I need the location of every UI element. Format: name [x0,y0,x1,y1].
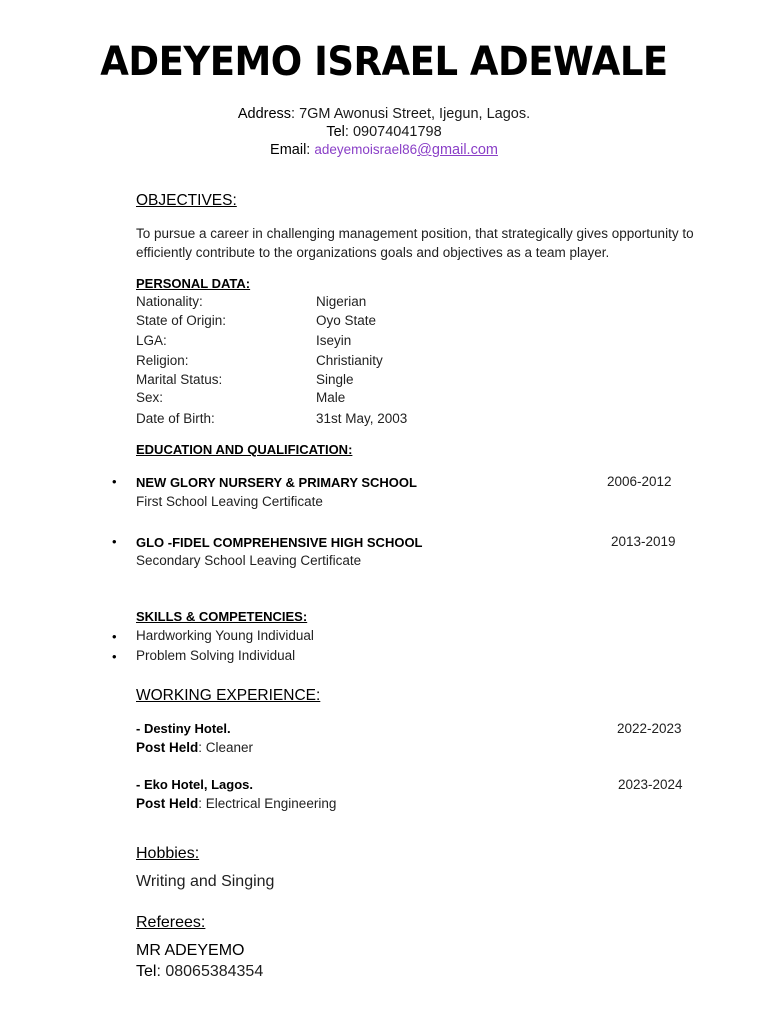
skill-item: Problem Solving Individual [136,648,296,663]
email-line [0,142,768,158]
education-bullet: • [112,534,117,549]
post-held-value: : Cleaner [198,740,254,755]
work-years: 2022-2023 [617,721,682,736]
objectives-heading: OBJECTIVES: [136,192,237,209]
personal-data-heading: PERSONAL DATA: [136,276,251,291]
tel-value: : 09074041798 [344,124,442,140]
work-post [136,796,336,811]
referees-heading: Referees: [136,914,206,931]
personal-data-label: Nationality: [136,294,203,309]
education-heading: EDUCATION AND QUALIFICATION: [136,442,353,457]
education-school: GLO -FIDEL COMPREHENSIVE HIGH SCHOOL [136,535,423,550]
personal-data-label: Sex: [136,390,164,405]
skill-bullet: • [112,649,117,664]
work-years: 2023-2024 [618,777,683,792]
personal-data-label: Marital Status: [136,372,223,387]
email-user: adeyemoisrael86 [314,142,418,157]
personal-data-value: Single [316,372,354,387]
skill-item: Hardworking Young Individual [136,628,314,643]
work-heading: WORKING EXPERIENCE: [136,687,321,704]
candidate-name: ADEYEMO ISRAEL ADEWALE [100,38,668,85]
personal-data-value: Male [316,390,346,405]
education-years: 2006-2012 [607,474,672,489]
tel-line [0,124,768,140]
personal-data-value: Christianity [316,353,383,368]
personal-data-value: Oyo State [316,313,377,328]
education-school: NEW GLORY NURSERY & PRIMARY SCHOOL [136,475,417,490]
tel-label: Tel [326,124,345,140]
personal-data-label: LGA: [136,333,167,348]
post-held-label: Post Held [136,740,199,755]
personal-data-label: Date of Birth: [136,411,215,426]
post-held-label: Post Held [136,796,199,811]
address-label: Address [237,106,292,122]
email-domain: @gmail.com [417,142,498,158]
skills-heading: SKILLS & COMPETENCIES: [136,609,308,624]
personal-data-label: State of Origin: [136,313,227,328]
objectives-text: To pursue a career in challenging management position, that strategically gives opportunity to efficiently contribute to the organizations goals and objectives as a team player. [136,226,694,260]
work-place: - Destiny Hotel. [136,721,231,736]
referee-tel-value: : 08065384354 [156,963,264,980]
education-certificate: First School Leaving Certificate [136,494,323,509]
referee-name: MR ADEYEMO [136,942,245,959]
post-held-value: : Electrical Engineering [198,796,337,811]
email-link[interactable] [314,142,498,158]
education-certificate: Secondary School Leaving Certificate [136,553,362,568]
email-label: Email [270,142,307,158]
hobbies-heading: Hobbies: [136,845,200,862]
personal-data-value: Iseyin [316,333,352,348]
address-line [0,106,768,122]
hobbies-text: Writing and Singing [136,873,275,890]
work-post [136,740,253,755]
email-separator: : [306,142,315,158]
referee-tel [136,963,263,981]
skill-bullet: • [112,629,117,644]
personal-data-value: Nigerian [316,294,367,309]
personal-data-value: 31st May, 2003 [316,411,408,426]
address-value: : 7GM Awonusi Street, Ijegun, Lagos. [291,106,531,122]
referee-tel-label: Tel [136,963,157,980]
education-bullet: • [112,474,117,489]
personal-data-label: Religion: [136,353,189,368]
work-place: - Eko Hotel, Lagos. [136,777,254,792]
education-years: 2013-2019 [611,534,676,549]
